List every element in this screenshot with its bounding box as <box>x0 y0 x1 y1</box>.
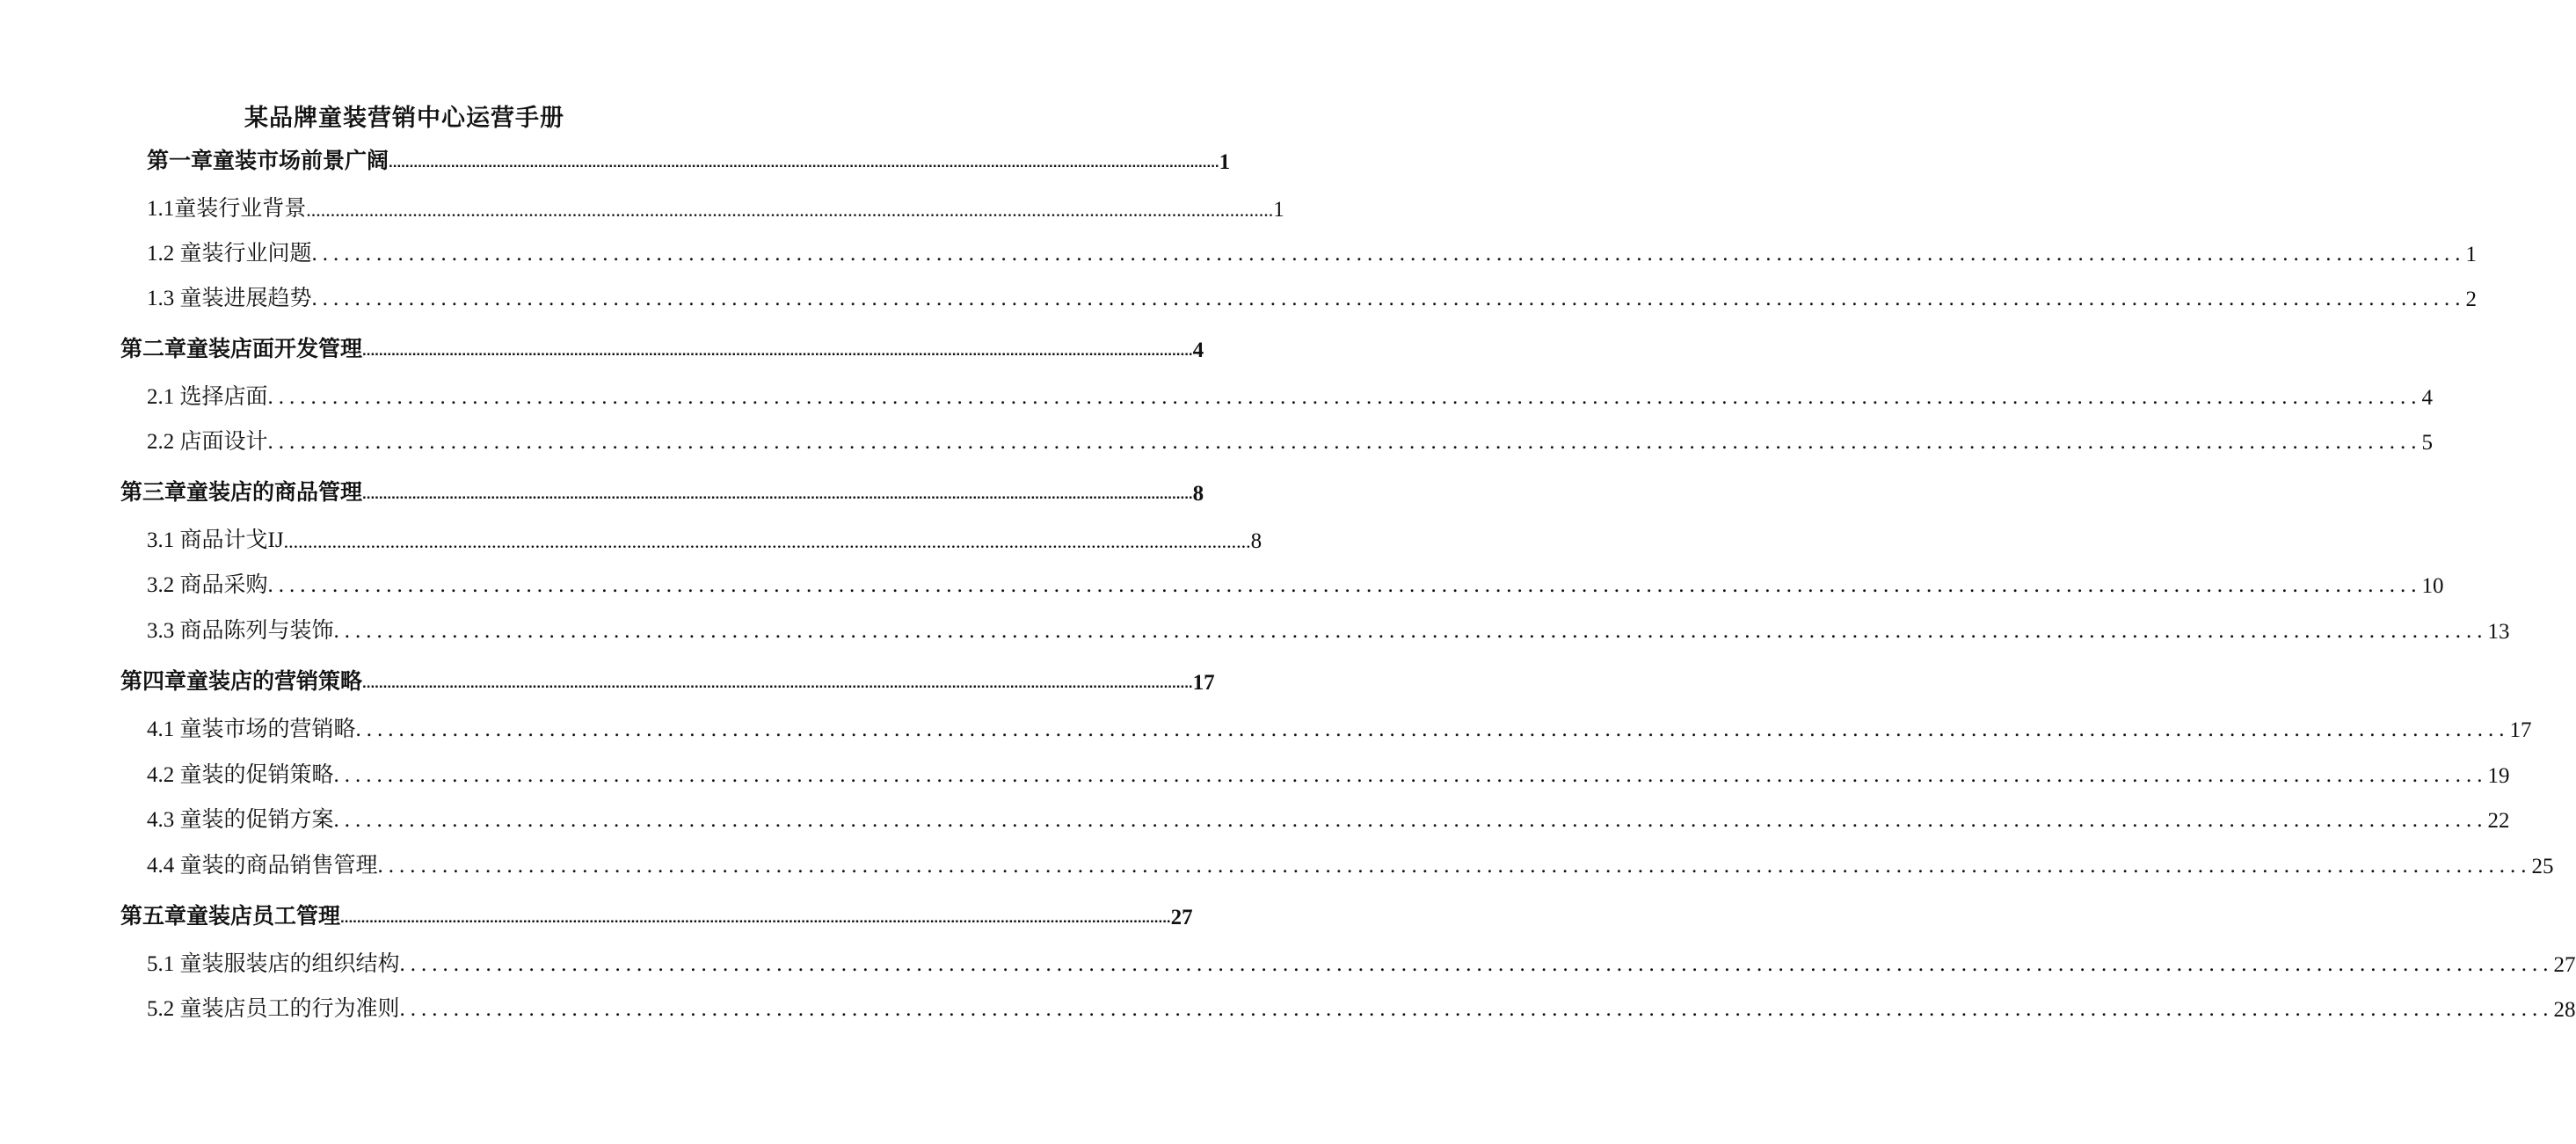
toc-label: 3.1 商品计戈IJ <box>147 528 284 552</box>
toc-label: 1.3 童装进展趋势 <box>147 287 312 310</box>
toc-label: 第四章童装店的营销策略 <box>120 669 363 694</box>
toc-label: 第五章童装店员工管理 <box>120 904 341 929</box>
toc-label: 1.1童装行业背景 <box>147 197 307 221</box>
dot-leader: ........................................................................................................................................................................................................ <box>362 342 1193 359</box>
toc-section-4-4[interactable] <box>147 848 2554 879</box>
dot-leader: ........................................................................................................................................................................................................ <box>306 199 1274 221</box>
toc-label: 4.3 童装的促销方案 <box>147 808 334 832</box>
toc-page-number: 4 <box>1192 339 1204 362</box>
toc-page-number: 5 <box>2421 431 2434 455</box>
toc-chapter-5[interactable] <box>120 899 1193 930</box>
dot-leader: ........................................................................................................................................................................................................ <box>333 763 2488 787</box>
toc-section-1-1[interactable] <box>147 191 1284 222</box>
toc-page-number: 22 <box>2487 809 2510 833</box>
toc-section-2-2[interactable] <box>147 424 2434 455</box>
dot-leader: ........................................................................................................................................................................................................ <box>362 674 1193 691</box>
toc-page-number: 25 <box>2531 855 2554 878</box>
toc-label: 4.1 童装市场的营销略 <box>147 718 356 741</box>
dot-leader: ........................................................................................................................................................................................................ <box>377 854 2532 878</box>
toc-page-number: 1 <box>2465 243 2478 266</box>
toc-page-number: 8 <box>1192 482 1204 506</box>
dot-leader: ........................................................................................................................................................................................................ <box>389 154 1219 171</box>
dot-leader: ........................................................................................................................................................................................................ <box>267 573 2422 597</box>
toc-page-number: 19 <box>2487 764 2510 788</box>
dot-leader: ........................................................................................................................................................................................................ <box>267 430 2422 454</box>
toc-page-number: 28 <box>2553 998 2576 1022</box>
dot-leader: ........................................................................................................................................................................................................ <box>355 718 2510 741</box>
toc-page-number: 13 <box>2487 620 2510 644</box>
toc-chapter-2[interactable] <box>120 332 1204 363</box>
dot-leader: ........................................................................................................................................................................................................ <box>283 530 1251 552</box>
toc-section-3-1[interactable] <box>147 522 1263 554</box>
toc-section-3-2[interactable] <box>147 567 2444 599</box>
toc-label: 第三章童装店的商品管理 <box>120 480 363 505</box>
dot-leader: ........................................................................................................................................................................................................ <box>267 385 2422 409</box>
toc-section-1-3[interactable] <box>147 281 2478 312</box>
toc-section-5-2[interactable] <box>147 991 2576 1023</box>
toc-section-4-2[interactable] <box>147 757 2510 789</box>
toc-page-number: 1 <box>1219 150 1231 174</box>
toc-chapter-1[interactable] <box>147 143 1231 175</box>
dot-leader: ........................................................................................................................................................................................................ <box>333 808 2488 832</box>
toc-page-number: 1 <box>1273 198 1284 222</box>
toc-label: 5.2 童装店员工的行为准则 <box>147 997 400 1021</box>
toc-section-4-1[interactable] <box>147 711 2532 743</box>
toc-label: 2.2 店面设计 <box>147 430 268 454</box>
toc-label: 3.3 商品陈列与装饰 <box>147 619 334 643</box>
dot-leader: ........................................................................................................................................................................................................ <box>340 909 1171 926</box>
document-title: 某品牌童装营销中心运营手册 <box>244 105 564 131</box>
toc-chapter-4[interactable] <box>120 664 1215 696</box>
toc-section-4-3[interactable] <box>147 802 2510 834</box>
dot-leader: ........................................................................................................................................................................................................ <box>311 242 2466 266</box>
toc-label: 2.1 选择店面 <box>147 385 268 409</box>
dot-leader: ........................................................................................................................................................................................................ <box>362 485 1193 502</box>
toc-page-number: 27 <box>1170 906 1193 929</box>
toc-label: 1.2 童装行业问题 <box>147 242 312 266</box>
toc-section-5-1[interactable] <box>147 946 2576 978</box>
toc-label: 第二章童装店面开发管理 <box>120 337 363 361</box>
toc-page-number: 4 <box>2421 386 2434 410</box>
toc-label: 4.2 童装的促销策略 <box>147 763 334 787</box>
toc-chapter-3[interactable] <box>120 475 1204 506</box>
toc-section-3-3[interactable] <box>147 613 2510 645</box>
toc-page-number: 10 <box>2421 574 2444 598</box>
toc-section-2-1[interactable] <box>147 379 2434 411</box>
toc-page-number: 17 <box>1192 671 1215 695</box>
dot-leader: ........................................................................................................................................................................................................ <box>311 287 2466 310</box>
toc-page-number: 8 <box>1250 529 1263 553</box>
toc-label: 3.2 商品采购 <box>147 573 268 597</box>
toc-page-number: 17 <box>2509 718 2532 742</box>
dot-leader: ........................................................................................................................................................................................................ <box>333 619 2488 643</box>
toc-label: 5.1 童装服装店的组织结构 <box>147 952 400 976</box>
toc-label: 第一章童装市场前景广阔 <box>147 149 389 173</box>
toc-label: 4.4 童装的商品销售管理 <box>147 854 378 878</box>
toc-section-1-2[interactable] <box>147 236 2478 267</box>
dot-leader: ........................................................................................................................................................................................................ <box>399 997 2554 1021</box>
toc-page-number: 27 <box>2553 953 2576 977</box>
dot-leader: ........................................................................................................................................................................................................ <box>399 952 2554 976</box>
toc-page-number: 2 <box>2465 288 2478 311</box>
